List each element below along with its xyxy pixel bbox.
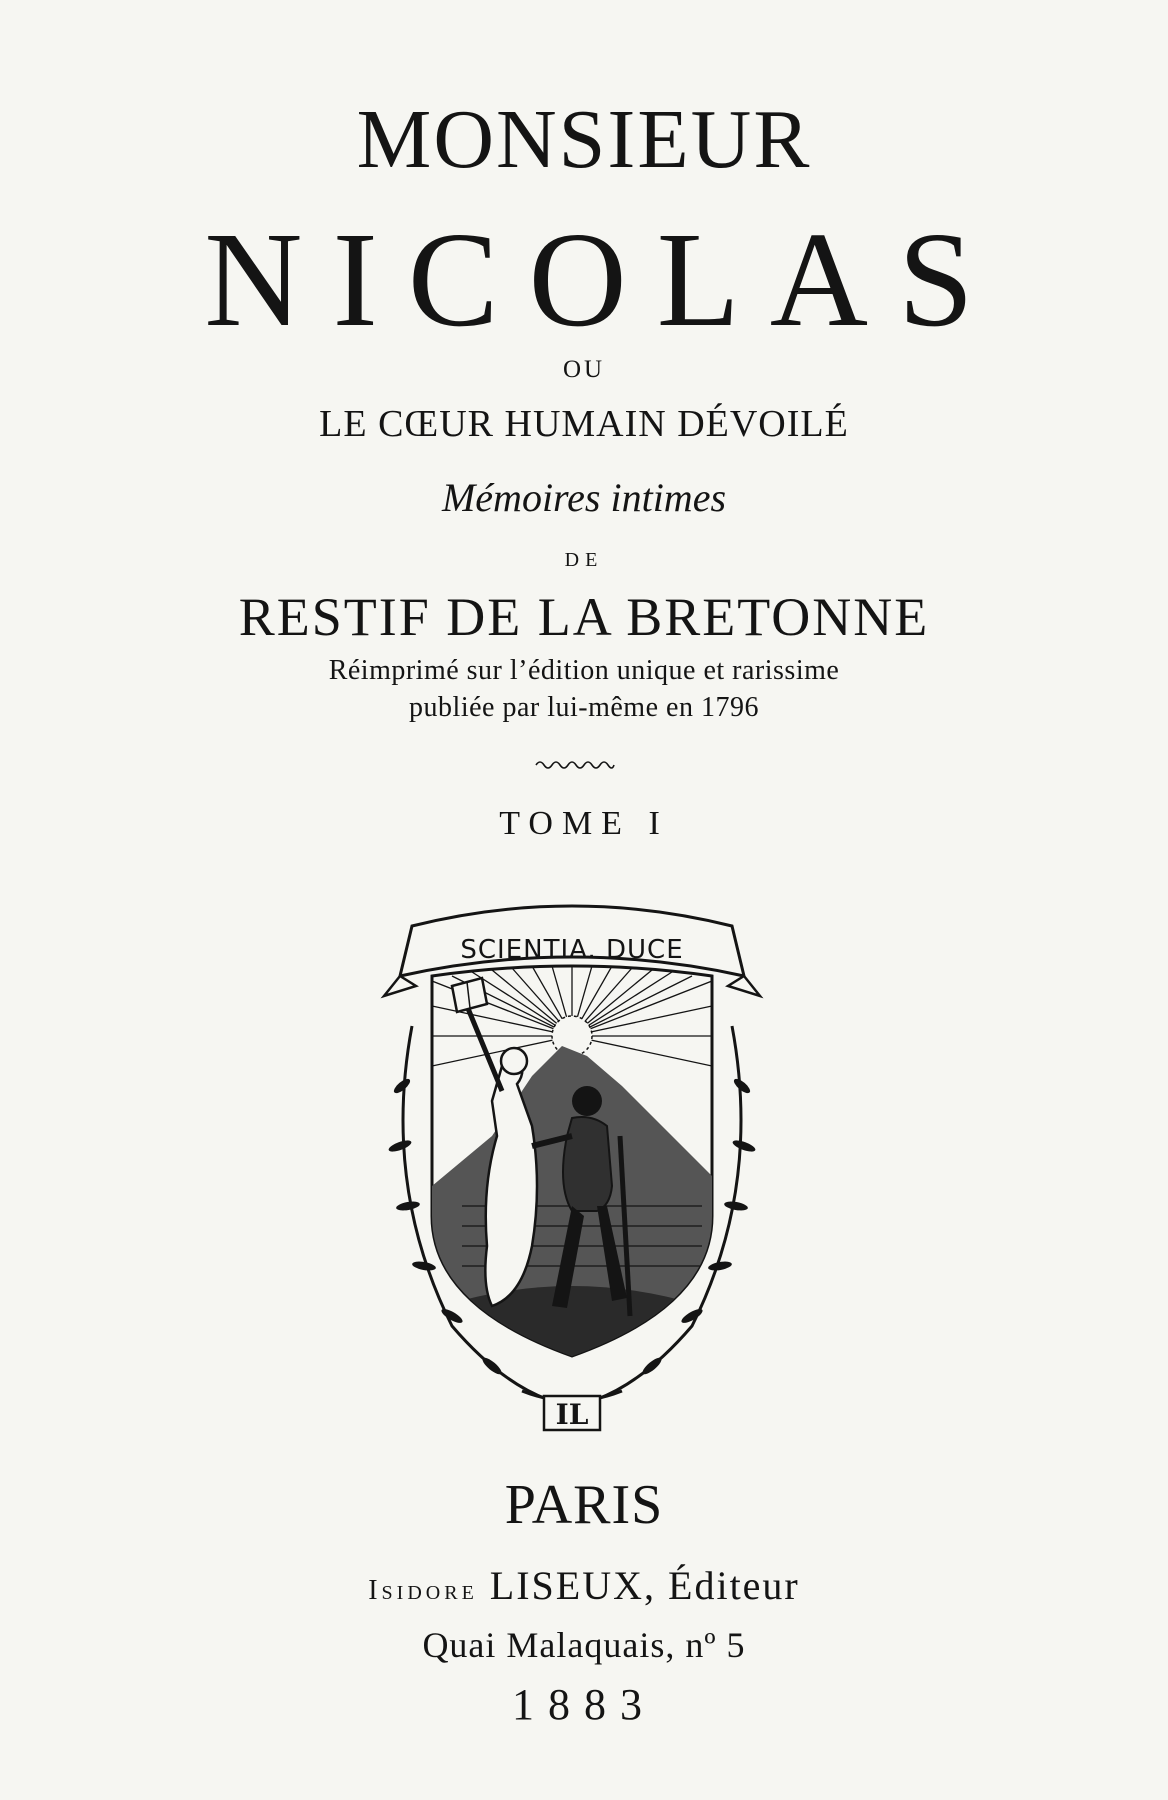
publisher-last-name: LISEUX, bbox=[489, 1563, 657, 1608]
volume-label: TOME I bbox=[499, 805, 669, 842]
publisher-address: Quai Malaquais, nº 5 bbox=[422, 1625, 746, 1665]
reprint-note-line-2: publiée par lui-même en 1796 bbox=[409, 692, 759, 723]
publisher-first-name: Isidore bbox=[368, 1575, 478, 1606]
publisher-role: Éditeur bbox=[668, 1563, 800, 1608]
motto-text: SCIENTIA. DUCE bbox=[460, 935, 684, 965]
title-conjunction: OU bbox=[562, 356, 606, 383]
author-name: RESTIF DE LA BRETONNE bbox=[238, 587, 930, 647]
wavy-ornament-icon bbox=[534, 757, 616, 771]
monogram-text: IL bbox=[555, 1398, 589, 1431]
reprint-note-line-1: Réimprimé sur l’édition unique et rarissime bbox=[328, 655, 840, 686]
publisher-line bbox=[0, 1563, 1168, 1608]
publisher-device-icon bbox=[372, 886, 772, 1446]
publication-year: 1883 bbox=[512, 1680, 656, 1729]
imprint-city: PARIS bbox=[504, 1474, 664, 1536]
title-preposition: DE bbox=[564, 549, 604, 571]
title-line-1: MONSIEUR bbox=[356, 93, 812, 186]
title-line-2: NICOLAS bbox=[204, 205, 1004, 355]
description: Mémoires intimes bbox=[441, 475, 727, 520]
subtitle: LE CŒUR HUMAIN DÉVOILÉ bbox=[319, 403, 849, 445]
